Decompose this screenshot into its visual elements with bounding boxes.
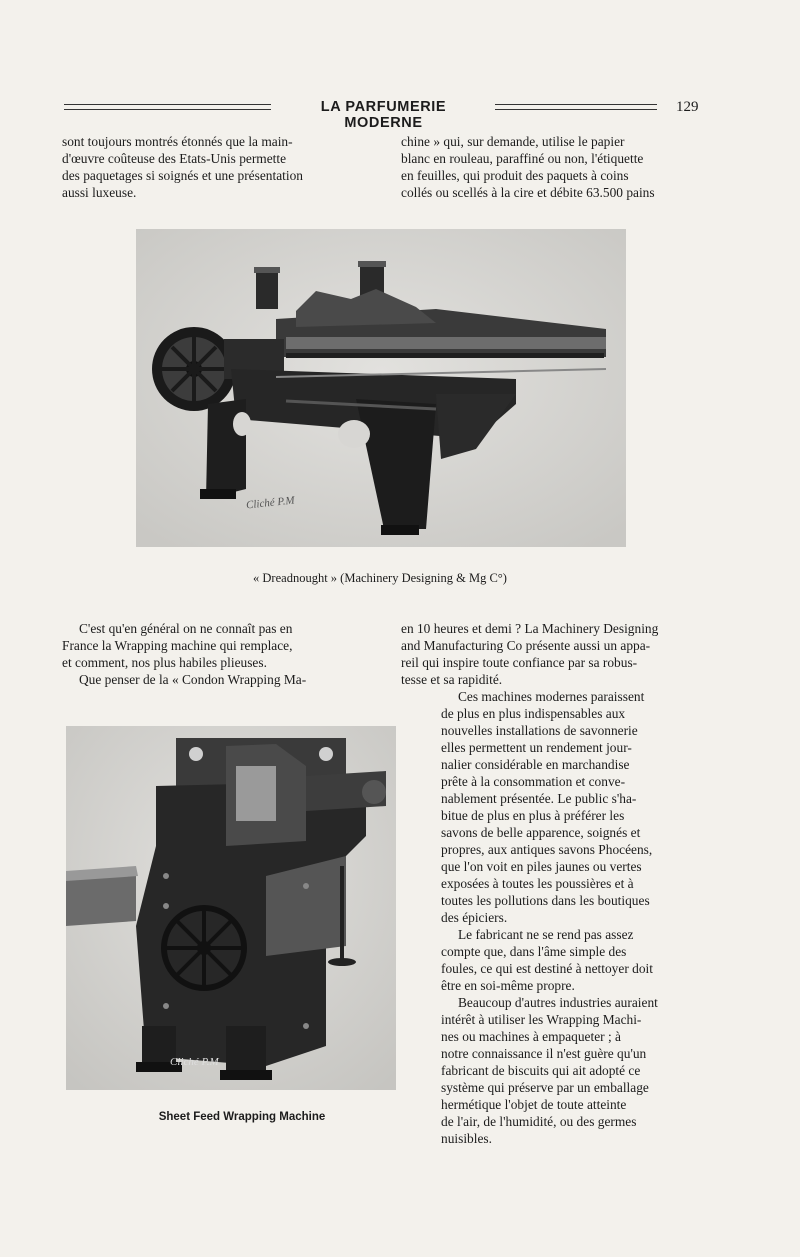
text-line: notre connaissance il n'est guère qu'un (441, 1046, 647, 1061)
text-line: système qui préserve par un emballage (441, 1080, 649, 1095)
text-line: and Manufacturing Co présente aussi un appa- (401, 638, 651, 653)
text-line: Le fabricant ne se rend pas assez (458, 927, 634, 942)
text-line: nouvelles installations de savonnerie (441, 723, 638, 738)
text-line: blanc en rouleau, paraffiné ou non, l'étiquette (401, 151, 644, 166)
text-line: hermétique l'objet de toute atteinte (441, 1097, 627, 1112)
text-line: toutes les pollutions dans les boutiques (441, 893, 650, 908)
text-line: tesse et sa rapidité. (401, 672, 503, 687)
text-line: exposées à toutes les poussières et à (441, 876, 634, 891)
text-line: Beaucoup d'autres industries auraient (458, 995, 658, 1010)
right-paragraph-machines (441, 688, 705, 1147)
running-title: LA PARFUMERIE MODERNE (320, 99, 447, 131)
dreadnought-machine-photo (136, 229, 626, 547)
text-line: reil qui inspire toute confiance par sa robus- (401, 655, 638, 670)
text-line: être en soi-même propre. (441, 978, 575, 993)
text-line: de plus en plus indispensables aux (441, 706, 626, 721)
text-line: Ces machines modernes paraissent (458, 689, 645, 704)
top-left-column (62, 133, 362, 201)
figure-caption: « Dreadnought » (Machinery Designing & Mg C°) (253, 571, 507, 585)
text-line: en 10 heures et demi ? La Machinery Designing (401, 621, 659, 636)
text-line: prête à la consommation et conve- (441, 774, 626, 789)
text-line: que l'on voit en piles jaunes ou vertes (441, 859, 642, 874)
middle-left-column (62, 620, 362, 688)
text-line: nuisibles. (441, 1131, 492, 1146)
text-line: en feuilles, qui produit des paquets à coins (401, 168, 629, 183)
text-line: propres, aux antiques savons Phocéens, (441, 842, 653, 857)
text-line: d'œuvre coûteuse des Etats-Unis permette (62, 151, 287, 166)
text-line: et comment, nos plus habiles plieuses. (62, 655, 267, 670)
header-rule-right (495, 104, 657, 110)
text-line: des épiciers. (441, 910, 508, 925)
text-line: intérêt à utiliser les Wrapping Machi- (441, 1012, 642, 1027)
text-line: chine » qui, sur demande, utilise le papier (401, 134, 625, 149)
text-line: des paquetages si soignés et une présentation (62, 168, 303, 183)
text-line: Que penser de la « Condon Wrapping Ma- (79, 672, 307, 687)
text-line: sont toujours montrés étonnés que la main- (62, 134, 293, 149)
right-column (401, 620, 705, 688)
figure-caption: Sheet Feed Wrapping Machine (158, 1111, 326, 1123)
text-line: de l'air, de l'humidité, ou des germes (441, 1114, 637, 1129)
machine-illustration (136, 229, 626, 547)
text-line: nablement présentée. Le public s'ha- (441, 791, 637, 806)
text-line: elles permettent un rendement jour- (441, 740, 632, 755)
top-right-column (401, 133, 699, 201)
machine-illustration (66, 726, 396, 1090)
sheet-feed-machine-photo (66, 726, 396, 1090)
text-line: C'est qu'en général on ne connaît pas en (79, 621, 293, 636)
text-line: foules, ce qui est destiné à nettoyer doit (441, 961, 653, 976)
text-line: nes ou machines à empaqueter ; à (441, 1029, 621, 1044)
text-line: fabricant de biscuits qui ait adopté ce (441, 1063, 641, 1078)
photo-credit: Cliché P.M (170, 1056, 219, 1068)
text-line: savons de belle apparence, soignés et (441, 825, 641, 840)
text-line: France la Wrapping machine qui remplace, (62, 638, 293, 653)
text-line: bitue de plus en plus à préférer les (441, 808, 625, 823)
photo-credit: Cliché P.M (245, 494, 296, 512)
page-number: 129 (676, 99, 699, 115)
text-line: compte que, dans l'âme simple des (441, 944, 627, 959)
text-line: nalier considérable en marchandise (441, 757, 630, 772)
text-line: collés ou scellés à la cire et débite 63.500 pains (401, 185, 655, 200)
text-line: aussi luxeuse. (62, 185, 137, 200)
header-rule-left (64, 104, 271, 110)
